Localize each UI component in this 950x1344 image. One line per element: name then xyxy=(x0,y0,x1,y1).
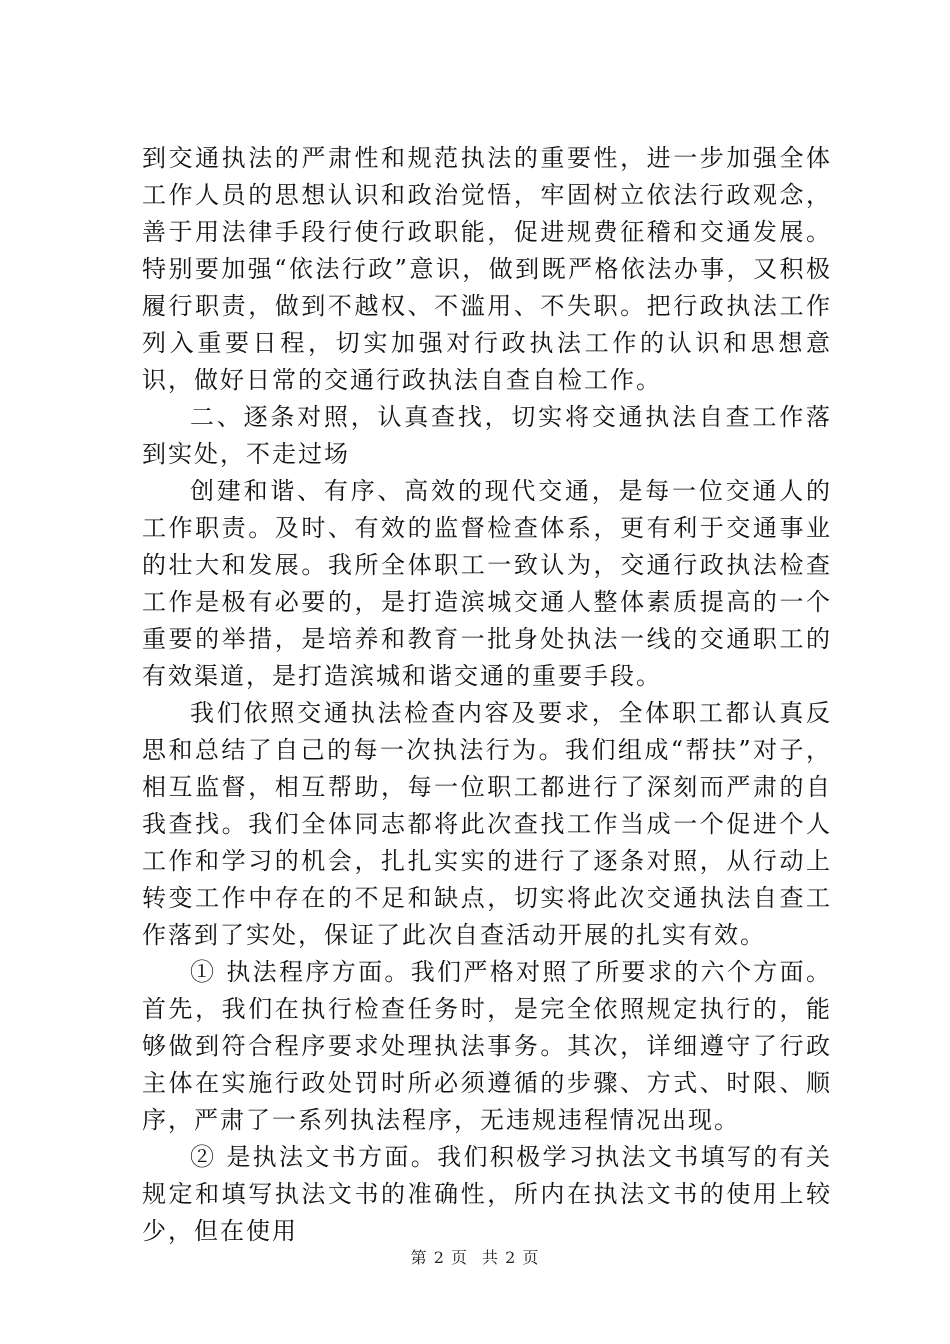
document-body xyxy=(142,140,832,1250)
section-heading-2: 二、逐条对照，认真查找，切实将交通执法自查工作落到实处，不走过场 xyxy=(142,403,832,468)
paragraph-1: 到交通执法的严肃性和规范执法的重要性，进一步加强全体工作人员的思想认识和政治觉悟，牢固树立依法行政观念，善于用法律手段行使行政职能，促进规费征稽和交通发展。特别要加强“依法行政”意识，做到既严格依法办事，又积极履行职责，做到不越权、不滥用、不失职。把行政执法工作列入重要日程，切实加强对行政执法工作的认识和思想意识，做好日常的交通行政执法自查自检工作。 xyxy=(142,144,832,394)
list-item-documents: ② 是执法文书方面。我们积极学习执法文书填写的有关规定和填写执法文书的准确性，所内在执法文书的使用上较少，但在使用 xyxy=(142,1143,832,1245)
page-number: 第 2 页 xyxy=(410,1248,468,1267)
page-footer xyxy=(0,1245,950,1268)
page-total: 共 2 页 xyxy=(482,1248,540,1267)
list-item-procedure: ① 执法程序方面。我们严格对照了所要求的六个方面。首先，我们在执行检查任务时，是完全依照规定执行的，能够做到符合程序要求处理执法事务。其次，详细遵守了行政主体在实施行政处罚时所必须遵循的步骤、方式、时限、顺序，严肃了一系列执法程序，无违规违程情况出现。 xyxy=(142,958,832,1134)
paragraph-3: 创建和谐、有序、高效的现代交通，是每一位交通人的工作职责。及时、有效的监督检查体系，更有利于交通事业的壮大和发展。我所全体职工一致认为，交通行政执法检查工作是极有必要的，是打造滨城交通人整体素质提高的一个重要的举措，是培养和教育一批身处执法一线的交通职工的有效渠道，是打造滨城和谐交通的重要手段。 xyxy=(142,477,832,690)
paragraph-4: 我们依照交通执法检查内容及要求，全体职工都认真反思和总结了自己的每一次执法行为。我们组成“帮扶”对子，相互监督，相互帮助，每一位职工都进行了深刻而严肃的自我查找。我们全体同志都将此次查找工作当成一个促进个人工作和学习的机会，扎扎实实的进行了逐条对照，从行动上转变工作中存在的不足和缺点，切实将此次交通执法自查工作落到了实处，保证了此次自查活动开展的扎实有效。 xyxy=(142,699,832,949)
